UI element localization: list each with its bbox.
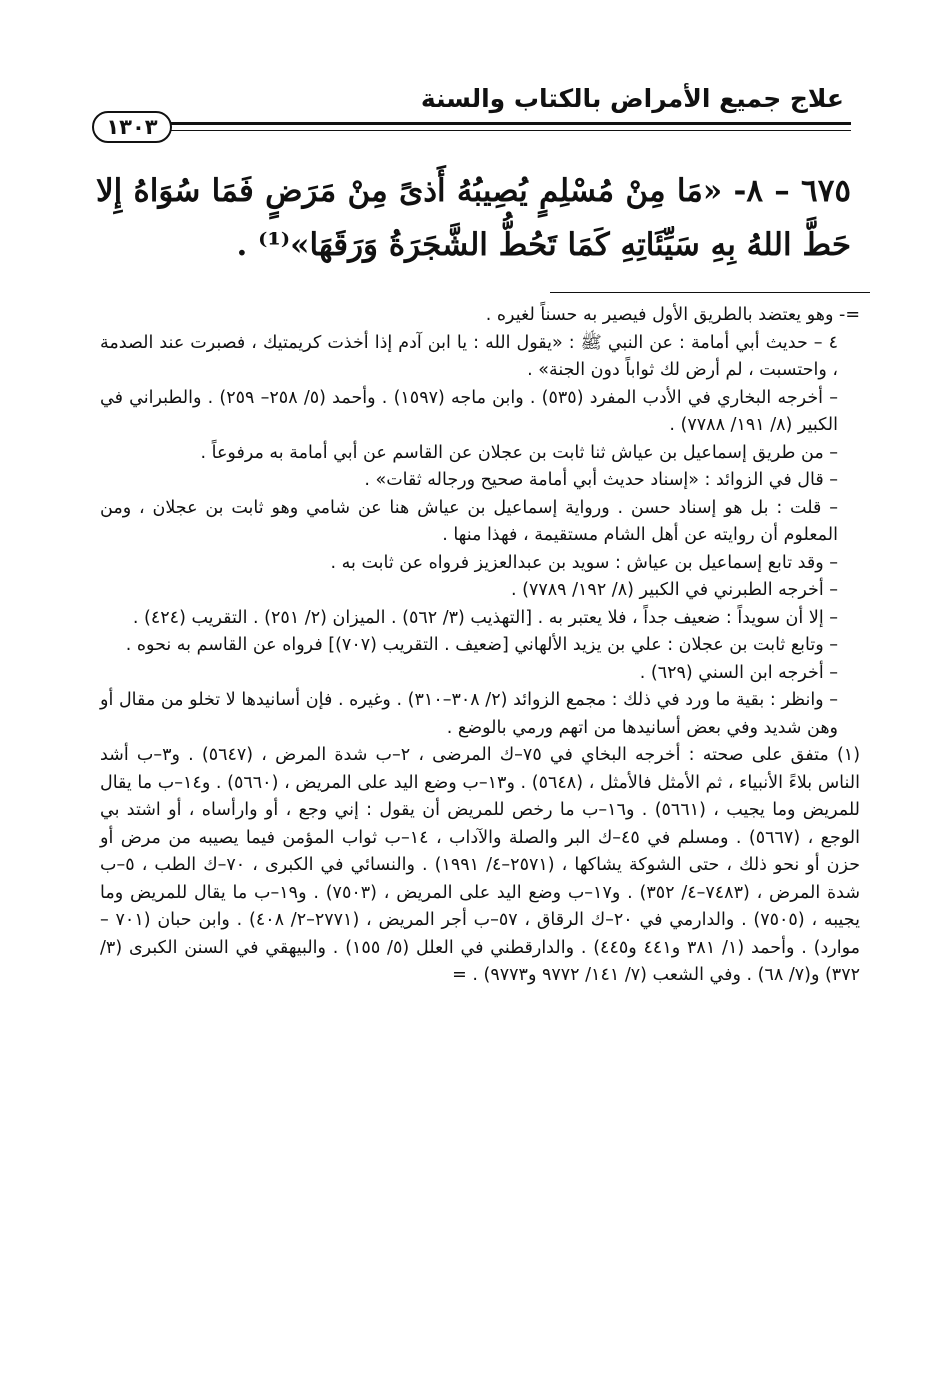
footnotes	[100, 302, 860, 990]
footnote-paragraph: =- وهو يعتضد بالطريق الأول فيصير به حسناً لغيره .	[485, 305, 860, 325]
footnote-paragraph: – أخرجه البخاري في الأدب المفرد (٥٣٥) . وابن ماجه (١٥٩٧) . وأحمد (٥/ ٢٥٨– ٢٥٩) . والطبراني في الكبير (٨/ ١٩١/ ٧٧٨٨) .	[100, 387, 838, 435]
footnote-paragraph: – قلت : بل هو إسناد حسن . ورواية إسماعيل بن عياش هنا عن شامي وهو ثابت بن عجلان ، ومن المعلوم أن روايته عن أهل الشام مستقيمة ، فهذا منها .	[100, 497, 838, 545]
footnote-paragraph: – أخرجه الطبرني في الكبير (٨/ ١٩٢/ ٧٧٨٩) .	[510, 580, 838, 600]
running-header-title: علاج جميع الأمراض بالكتاب والسنة	[420, 84, 844, 113]
footnote-paragraph: ٤ – حديث أبي أمامة : عن النبي ﷺ : «يقول الله : يا ابن آدم إذا أخذت كريمتيك ، فصبرت عند الصدمة ، واحتسبت ، لم أرض لك ثواباً دون الجنة» .	[100, 332, 838, 380]
footnote-paragraph: – من طريق إسماعيل بن عياش ثنا ثابت بن عجلان عن القاسم عن أبي أمامة به مرفوعاً .	[200, 442, 838, 463]
header-rule	[155, 122, 851, 131]
footnote-paragraph: – وانظر : بقية ما ورد في ذلك : مجمع الزوائد (٢/ ٣٠٨–٣١٠) . وغيره . فإن أسانيدها لا تخلو من مقال أو وهن شديد وفي بعض أسانيدها من اتهم ورمي بالوضع .	[100, 690, 839, 738]
footnote-paragraph: – أخرجه ابن السني (٦٢٩) .	[639, 662, 838, 683]
footnote-separator	[550, 292, 870, 293]
footnote-paragraph: – إلا أن سويداً : ضعيف جداً ، فلا يعتبر به . [التهذيب (٣/ ٥٦٢) . الميزان (٢/ ٢٥١) . التقريب (٤٢٤) .	[132, 607, 838, 628]
footnote-paragraph: (١) متفق على صحته : أخرجه البخاي في ٧٥–ك المرضى ، ٢–ب شدة المرض ، (٥٦٤٧) . و٣–ب أشد الناس بلاءً الأنبياء ، ثم الأمثل فالأمثل ، (٥٦٤٨) . و١٣–ب وضع اليد على المريض ، (٥٦٦٠) . و١٤–ب ما يقال للمريض وما يجيب ، (٥٦٦١) . و١٦–ب ما رخص للمريض أن يقول : إني وجع ، أو وارأساه ، أو اشتد بي الوجع ، (٥٦٦٧) . ومسلم في ٤٥–ك البر والصلة والآداب ، ١٤–ب ثواب المؤمن فيما يصيبه من مرض أو حزن أو نحو ذلك ، حتى الشوكة يشاكها ، (٢٥٧١–٤/ ١٩٩١) . والنسائي في الكبرى ، ٧٠–ك الطب ، ٥–ب شدة المرض ، (٧٤٨٣–٤/ ٣٥٢) . و١٧–ب وضع اليد على المريض ، (٧٥٠٣) . و١٩–ب ما يقال للمريض وما يجيبه ، (٧٥٠٥) . والدارمي في ٢٠–ك الرقاق ، ٥٧–ب أجر المريض ، (٢٧٧١–٢/ ٤٠٨) . وابن حبان (٧٠١ – موارد) . وأحمد (١/ ٣٨١ و٤٤١ و٤٤٥) . والدارقطني في العلل (٥/ ١٥٥) . والبيهقي في السنن الكبرى (٣/ ٣٧٢) و(٧/ ٦٨) . وفي الشعب (٧/ ١٤١/ ٩٧٧٢ و٩٧٧٣) . =	[100, 745, 861, 985]
page-number: ١٣٠٣	[92, 111, 172, 143]
hadith-text: ٦٧٥ – ٨- «مَا مِنْ مُسْلِمٍ يُصِيبُهُ أَذىً مِنْ مَرَضٍ فَمَا سُوَاهُ إِلا حَطَّ اللهُ بِهِ سَيِّئَاتِهِ كَمَا تَحُطُّ الشَّجَرَةُ وَرَقَهَا»⁽¹⁾ .	[96, 173, 851, 263]
footnote-paragraph: – قال في الزوائد : «إسناد حديث أبي أمامة صحيح ورجاله ثقات» .	[364, 470, 838, 490]
footnote-paragraph: – وتابع ثابت بن عجلان : علي بن يزيد الألهاني [ضعيف . التقريب (٧٠٧)] فرواه عن القاسم به نحوه .	[125, 635, 838, 655]
footnote-paragraph: – وقد تابع إسماعيل بن عياش : سويد بن عبدالعزيز فرواه عن ثابت به .	[330, 552, 838, 573]
